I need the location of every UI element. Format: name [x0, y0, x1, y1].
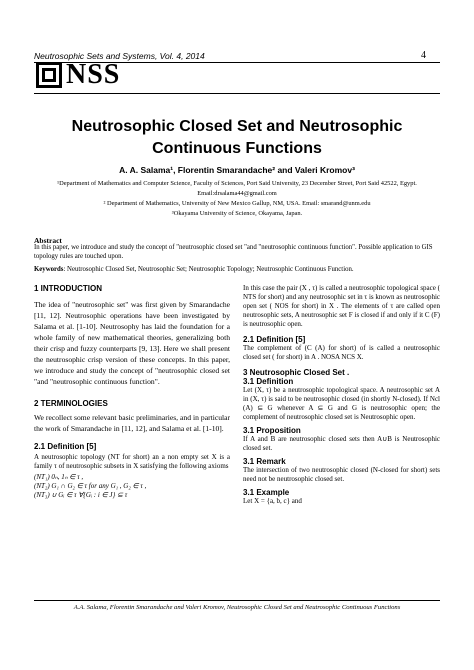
definition-2-heading: 2.1 Definition [5]: [243, 335, 306, 344]
page-footer: A.A. Salama, Florentin Smarandache and Valeri Kromov, Neutrosophic Closed Set and Neutrosophic Continuous Functions: [73, 604, 401, 611]
left-column: [34, 284, 230, 500]
terminologies-paragraph: We recollect some relevant basic preliminaries, and in particular the work of Smarandache in [11, 12], and Salama et al. [1-10].: [34, 413, 230, 433]
intro-paragraph: The idea of "neutrosophic set" was first given by Smarandache [11, 12]. Neutrosophic operations have been investigated by Salama et al. [1-10]. Neutrosophy has laid the foundation for a whole family of new mathematical theories, generalizing both their crisp and fuzzy counterparts [9, 13]. Here we shall present the neutrosophic crisp version of these concepts. In this paper, we introduce and study the concept of "neutrosophic closed set "and "neutrosophic continuous function".: [34, 300, 230, 386]
affiliation-2: ² Department of Mathematics, University of New Mexico Gallup, NM, USA. Email: smarand@unm.edu: [103, 200, 371, 207]
right-column: [243, 284, 440, 506]
keywords-text: : Neutrosophic Closed Set, Neutrosophic Set; Neutrosophic Topology; Neutrosophic Continuous Function.: [63, 266, 354, 273]
axiom-nt1: (NT₁) 0ₙ, 1ₙ ∈ τ ,: [34, 473, 84, 481]
logo-rule: [34, 93, 440, 94]
keywords-label: Keywords: [34, 266, 64, 273]
authors: A. A. Salama¹, Florentin Smarandache² and Valeri Kromov³: [119, 165, 355, 175]
paper-title: Neutrosophic Closed Set and Neutrosophic Continuous Functions: [71, 118, 403, 157]
intro-heading: 1 INTRODUCTION: [34, 284, 102, 293]
affiliation-3: ³Okayama University of Science, Okayama, Japan.: [171, 210, 303, 217]
section-3-heading: 3 Neutrosophic Closed Set .: [243, 368, 350, 377]
definition-3-1-paragraph: Let (X, τ) be a neutrosophic topological space. A neutrosophic set A in (X, τ) is said to be neutrosophic closed (in shortly N-closed). If Ncl (A) ⊆ G whenever A ⊆ G and G is neutrosophic open; the complement of neutrosophic closed set is Neutrosophic open.: [243, 386, 440, 421]
logo-mark-icon: [36, 62, 62, 88]
abstract-heading: Abstract: [34, 236, 62, 245]
keywords: [34, 266, 440, 273]
footer-rule: [34, 600, 440, 601]
page-number: 4: [421, 50, 426, 61]
remark-paragraph: The intersection of two neutrosophic closed (N-closed for short) sets need not be neutrosophic closed set.: [243, 466, 440, 483]
proposition-paragraph: If A and B are neutrosophic closed sets then A∪B is Neutrosophic closed set.: [243, 435, 440, 452]
axiom-nt3: (NT₃) ∪ Gᵢ ∈ τ ∀{Gᵢ : i ∈ J} ⊆ τ: [34, 491, 128, 499]
proposition-heading: 3.1 Proposition: [243, 426, 301, 435]
topology-paragraph: In this case the pair (X , τ) is called a neutrosophic topological space ( NTS for short) and any neutrosophic set in τ is known as neutrosophic open set ( NOS for short) in X . The elements of τ are called open neutrosophic sets, A neutrosophic set F is closed if and only if it C (F) is neutrosophic open.: [243, 284, 440, 328]
definition-3-1-heading: 3.1 Definition: [243, 377, 294, 386]
definition-heading: 2.1 Definition [5]: [34, 442, 97, 451]
example-paragraph: Let X = {a, b, c} and: [243, 497, 302, 505]
terminologies-heading: 2 TERMINOLOGIES: [34, 399, 108, 408]
affiliation-1: ¹Department of Mathematics and Computer Science, Faculty of Sciences, Port Said University, 23 December Street, Port Said 42522, Egypt.: [57, 180, 417, 187]
abstract-text: In this paper, we introduce and study the concept of "neutrosophic closed set "and "neutrosophic continuous function". Possible application to GIS topology rules are touched upon.: [34, 244, 433, 260]
axiom-nt2: (NT₂) G₁ ∩ G₂ ∈ τ for any G₁ , G₂ ∈ τ ,: [34, 482, 147, 490]
logo-text: NSS: [66, 59, 121, 90]
example-heading: 3.1 Example: [243, 488, 290, 497]
definition-paragraph: A neutrosophic topology (NT for short) an a non empty set X is a family τ of neutrosophic subsets in X satisfying the following axioms: [34, 453, 230, 470]
journal-header: Neutrosophic Sets and Systems, Vol. 4, 2014: [34, 51, 205, 61]
definition-2-paragraph: The complement of (C (A) for short) of is called a neutrosophic closed set ( for short) in A . NOSA NCS X.: [243, 344, 440, 361]
journal-logo: [36, 59, 156, 90]
affiliation-1-email: Email:drsalama44@gmail.com: [197, 190, 277, 197]
remark-heading: 3.1 Remark: [243, 457, 286, 466]
